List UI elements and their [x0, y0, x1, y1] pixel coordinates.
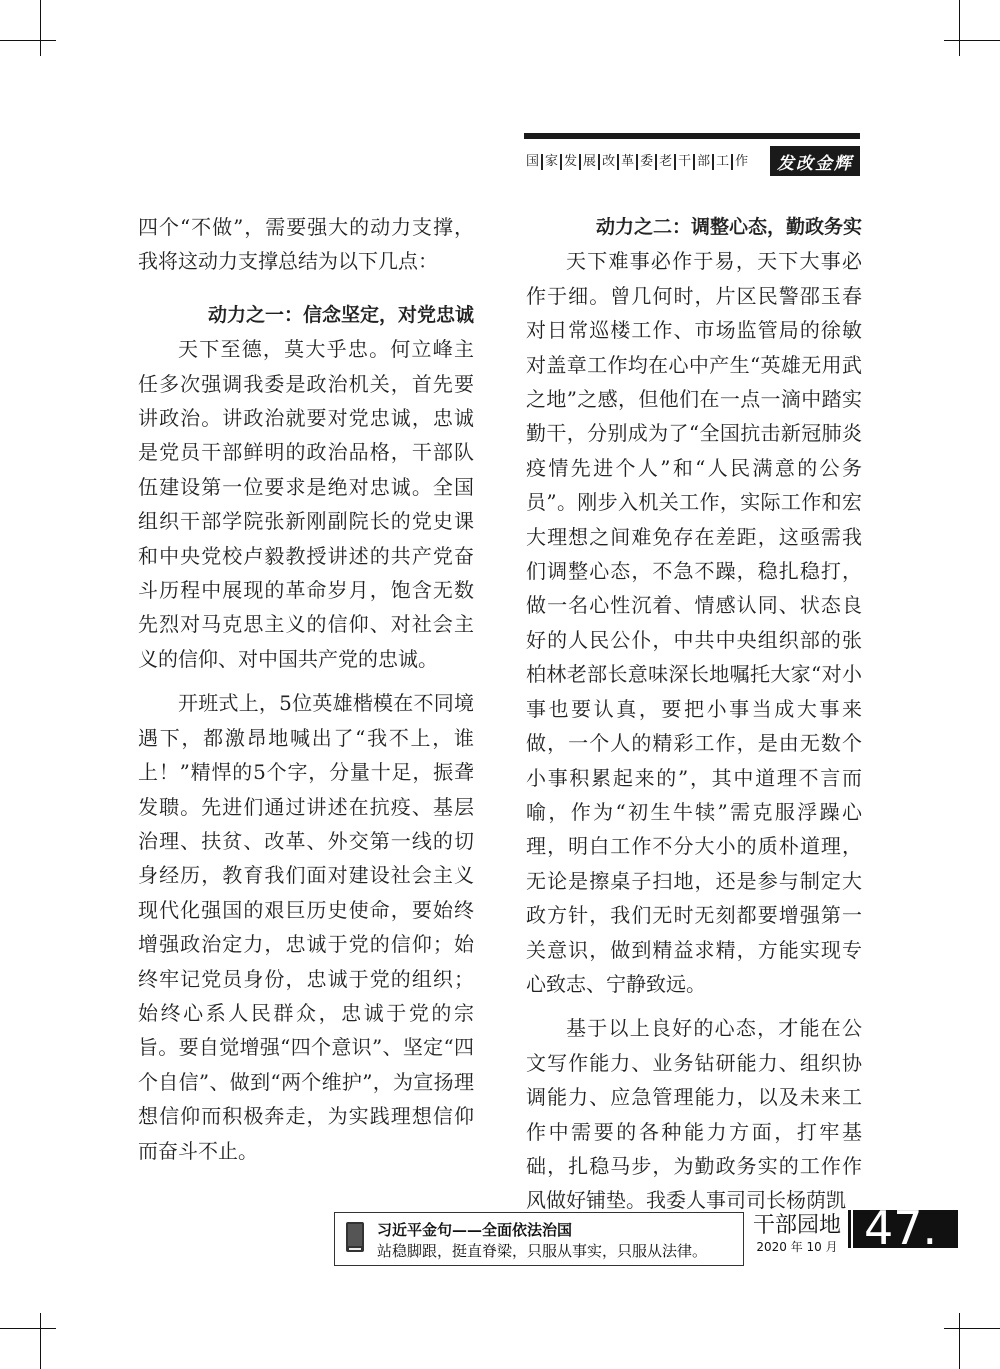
quote-box: [334, 1212, 744, 1266]
category-char: 革: [617, 154, 636, 170]
quote-text: 站稳脚跟，挺直脊梁，只服从事实，只服从法律。: [377, 1242, 708, 1260]
footer-divider: [848, 1210, 851, 1248]
category-char: 发: [560, 154, 579, 170]
column-badge: 发改金辉: [770, 146, 860, 176]
header-rule: [524, 133, 860, 139]
section-heading: 动力之二：调整心态，勤政务实: [595, 216, 862, 238]
category-char: 展: [579, 154, 598, 170]
paragraph: 基于以上良好的心态，才能在公文写作能力、业务钻研能力、组织协调能力、应急管理能力，以及未来工作中需要的各种能力方面，打牢基础，扎稳马步，为勤政务实的工作作风做好铺垫。我委人事司司长杨荫凯: [526, 1016, 862, 1213]
category-char: 委: [636, 154, 655, 170]
crop-mark: [959, 1313, 960, 1369]
paragraph: 天下至德，莫大乎忠。何立峰主任多次强调我委是政治机关，首先要讲政治。讲政治就要对党忠诚，忠诚是党员干部鲜明的政治品格，干部队伍建设第一位要求是绝对忠诚。全国组织干部学院张新刚副院长的党史课和中央党校卢毅教授讲述的共产党奋斗历程中展现的革命岁月，饱含无数先烈对马克思主义的信仰、对社会主义的信仰、对中国共产党的忠诚。: [138, 337, 474, 671]
crop-mark: [944, 1328, 1000, 1329]
crop-mark: [40, 0, 41, 56]
category-char: 工: [712, 154, 731, 170]
category-char: 老: [655, 154, 674, 170]
category-char: 作: [731, 154, 750, 170]
section-category-label: [524, 150, 750, 174]
category-char: 干: [674, 154, 693, 170]
crop-mark: [0, 1328, 56, 1329]
section-heading: 动力之一：信念坚定，对党忠诚: [207, 303, 474, 326]
paragraph: 天下难事必作于易，天下大事必作于细。曾几何时，片区民警邵玉春对日常巡楼工作、市场监管局的徐敏对盖章工作均在心中产生“英雄无用武之地”之感，但他们在一点一滴中踏实勤干，分别成为了“全国抗击新冠肺炎疫情先进个人”和“人民满意的公务员”。刚步入机关工作，实际工作和宏大理想之间难免存在差距，这亟需我们调整心态，不急不躁，稳扎稳打，做一名心性沉着、情感认同、状态良好的人民公仆，中共中央组织部的张柏林老部长意味深长地嘱托大家“对小事也要认真，要把小事当成大事来做，一个人的精彩工作，是由无数个小事积累起来的”，其中道理不言而喻，作为“初生牛犊”需克服浮躁心理，明白工作不分大小的质朴道理，无论是擦桌子扫地，还是参与制定大政方针，我们无时无刻都要增强第一关意识，做到精益求精，方能实现专心致志、宁静致远。: [526, 249, 862, 996]
crop-mark: [959, 0, 960, 56]
quote-title: 习近平金句——全面依法治国: [377, 1221, 573, 1239]
category-char: 部: [693, 154, 712, 170]
category-char: 家: [541, 154, 560, 170]
book-icon: [345, 1221, 365, 1255]
page-number: 47.: [864, 1201, 938, 1255]
category-char: 国: [526, 154, 540, 169]
magazine-name: 干部园地: [752, 1213, 841, 1238]
crop-mark: [40, 1313, 41, 1369]
right-column: [526, 210, 862, 1218]
paragraph: 开班式上，5位英雄楷模在不同境遇下，都激昂地喊出了“我不上，谁上！”精悍的5个字，分量十足，振聋发聩。先进们通过讲述在抗疫、基层治理、扶贫、改革、外交第一线的切身经历，教育我们面对建设社会主义现代化强国的艰巨历史使命，要始终增强政治定力，忠诚于党的信仰；始终牢记党员身份，忠诚于党的组织；始终心系人民群众，忠诚于党的宗旨。要自觉增强“四个意识”、坚定“四个自信”、做到“两个维护”，为宣扬理想信仰而积极奔走，为实践理想信仰而奋斗不止。: [138, 691, 474, 1163]
issue-date: 2020 年 10 月: [756, 1240, 838, 1254]
crop-mark: [0, 40, 56, 41]
left-column: [138, 210, 474, 1168]
crop-mark: [944, 40, 1000, 41]
category-char: 改: [598, 154, 617, 170]
paragraph: 四个“不做”，需要强大的动力支撑，我将这动力支撑总结为以下几点：: [138, 215, 474, 274]
